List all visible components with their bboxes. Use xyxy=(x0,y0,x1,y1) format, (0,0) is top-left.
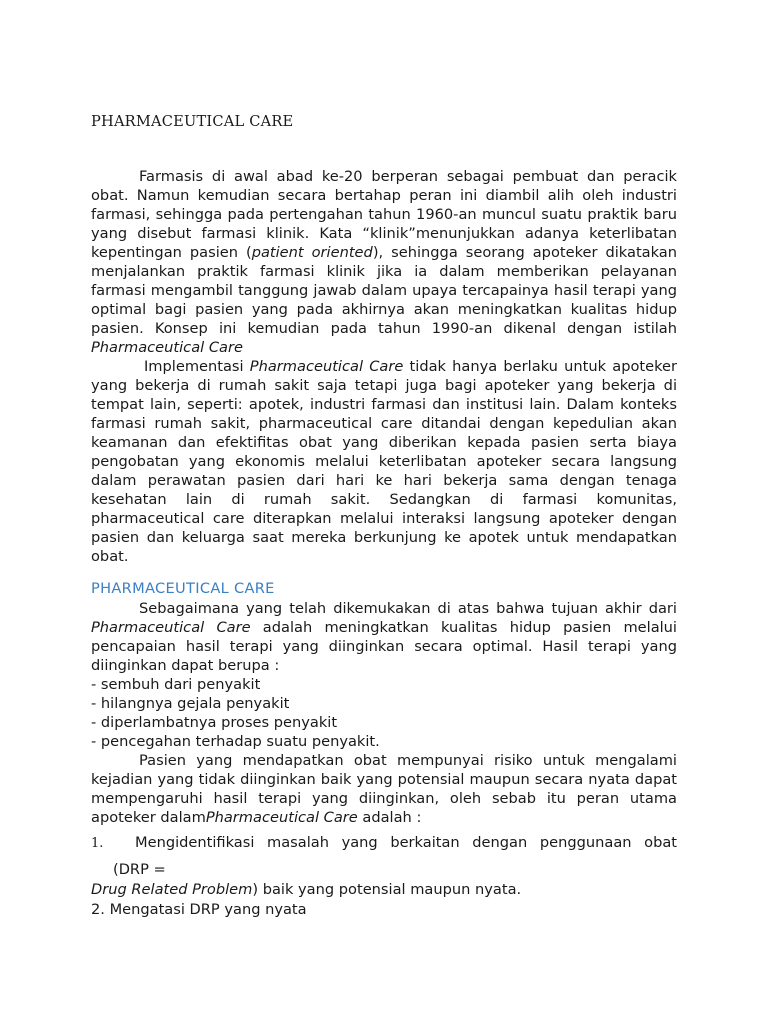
section-heading: PHARMACEUTICAL CARE xyxy=(91,580,275,597)
paragraph-text: ), sehingga seorang apoteker dikatakan menjalankan praktik farmasi klinik jika ia dalam memberikan pelayanan farmasi mengambil tanggung jawab dalam upaya tercapainya hasil terapi yang optimal bagi pasien yang pada akhirnya akan meningkatkan kualitas hidup pasien. Konsep ini kemudian pada tahun 1990-an dikenal dengan istilah xyxy=(91,244,677,337)
list-item-text: Mengidentifikasi masalah yang berkaitan dengan penggunaan obat xyxy=(135,834,677,851)
paragraph-text: tidak hanya berlaku untuk apoteker yang bekerja di rumah sakit saja tetapi juga bagi apoteker yang bekerja di tempat lain, seperti: apotek, industri farmasi dan institusi lain. Dalam konteks farmasi rumah sakit, pharmaceutical care ditandai dengan kepedulian akan keamanan dan efektifitas obat yang diberikan kepada pasien serta biaya pengobatan yang ekonomis melalui keterlibatan apoteker secara langsung dalam perawatan pasien dari hari ke hari bekerja sama dengan tenaga kesehatan lain di rumah sakit. Sedangkan di farmasi komunitas, pharmaceutical care diterapkan melalui interaksi langsung apoteker dengan pasien dan keluarga saat mereka berkunjung ke apotek untuk mendapatkan obat. xyxy=(91,358,677,565)
paragraph-text: adalah meningkatkan kualitas hidup pasien melalui pencapaian hasil terapi yang diinginkan secara optimal. Hasil terapi yang diinginkan dapat berupa : xyxy=(91,619,677,674)
paragraph-implementation xyxy=(91,357,677,566)
italic-term: Drug Related Problem xyxy=(91,881,253,898)
italic-term: Pharmaceutical Care xyxy=(249,358,404,375)
italic-term: Pharmaceutical Care xyxy=(205,809,358,826)
list-item: 2. Mengatasi DRP yang nyata xyxy=(91,901,307,918)
document-title: PHARMACEUTICAL CARE xyxy=(91,113,294,130)
paragraph-text: Farmasis di awal abad ke-20 berperan sebagai pembuat dan peracik obat. Namun kemudian secara bertahap peran ini diambil alih oleh industri farmasi, sehingga pada pertengahan tahun 1960-an muncul suatu praktik baru yang disebut farmasi klinik. Kata “klinik”menunjukkan adanya keterlibatan kepentingan pasien ( xyxy=(91,168,677,261)
paragraph-text: Sebagaimana yang telah dikemukakan di atas bahwa tujuan akhir dari xyxy=(139,600,677,617)
list-item: - sembuh dari penyakit xyxy=(91,676,261,693)
list-item-continuation xyxy=(91,881,521,898)
outcome-list xyxy=(91,675,677,751)
paragraph-risk xyxy=(91,751,677,827)
list-item: - hilangnya gejala penyakit xyxy=(91,695,290,712)
paragraph-history xyxy=(91,167,677,357)
list-item-continuation: (DRP = xyxy=(113,861,166,878)
list-number: 1. xyxy=(91,836,104,851)
paragraph-text: Implementasi xyxy=(144,358,250,375)
list-item: - pencegahan terhadap suatu penyakit. xyxy=(91,733,380,750)
italic-term: Pharmaceutical Care xyxy=(91,619,251,636)
paragraph-text: ) baik yang potensial maupun nyata. xyxy=(252,881,522,898)
paragraph-text: adalah : xyxy=(357,809,422,826)
paragraph-text: Pasien yang mendapatkan obat mempunyai risiko untuk mengalami kejadian yang tidak diinginkan baik yang potensial maupun secara nyata dapat mempengaruhi hasil terapi yang diinginkan, oleh sebab itu peran utama apoteker dalam xyxy=(91,752,677,826)
italic-term: patient oriented xyxy=(251,244,373,261)
italic-term: Pharmaceutical Care xyxy=(91,339,243,356)
paragraph-goals xyxy=(91,599,677,675)
list-item: - diperlambatnya proses penyakit xyxy=(91,714,338,731)
